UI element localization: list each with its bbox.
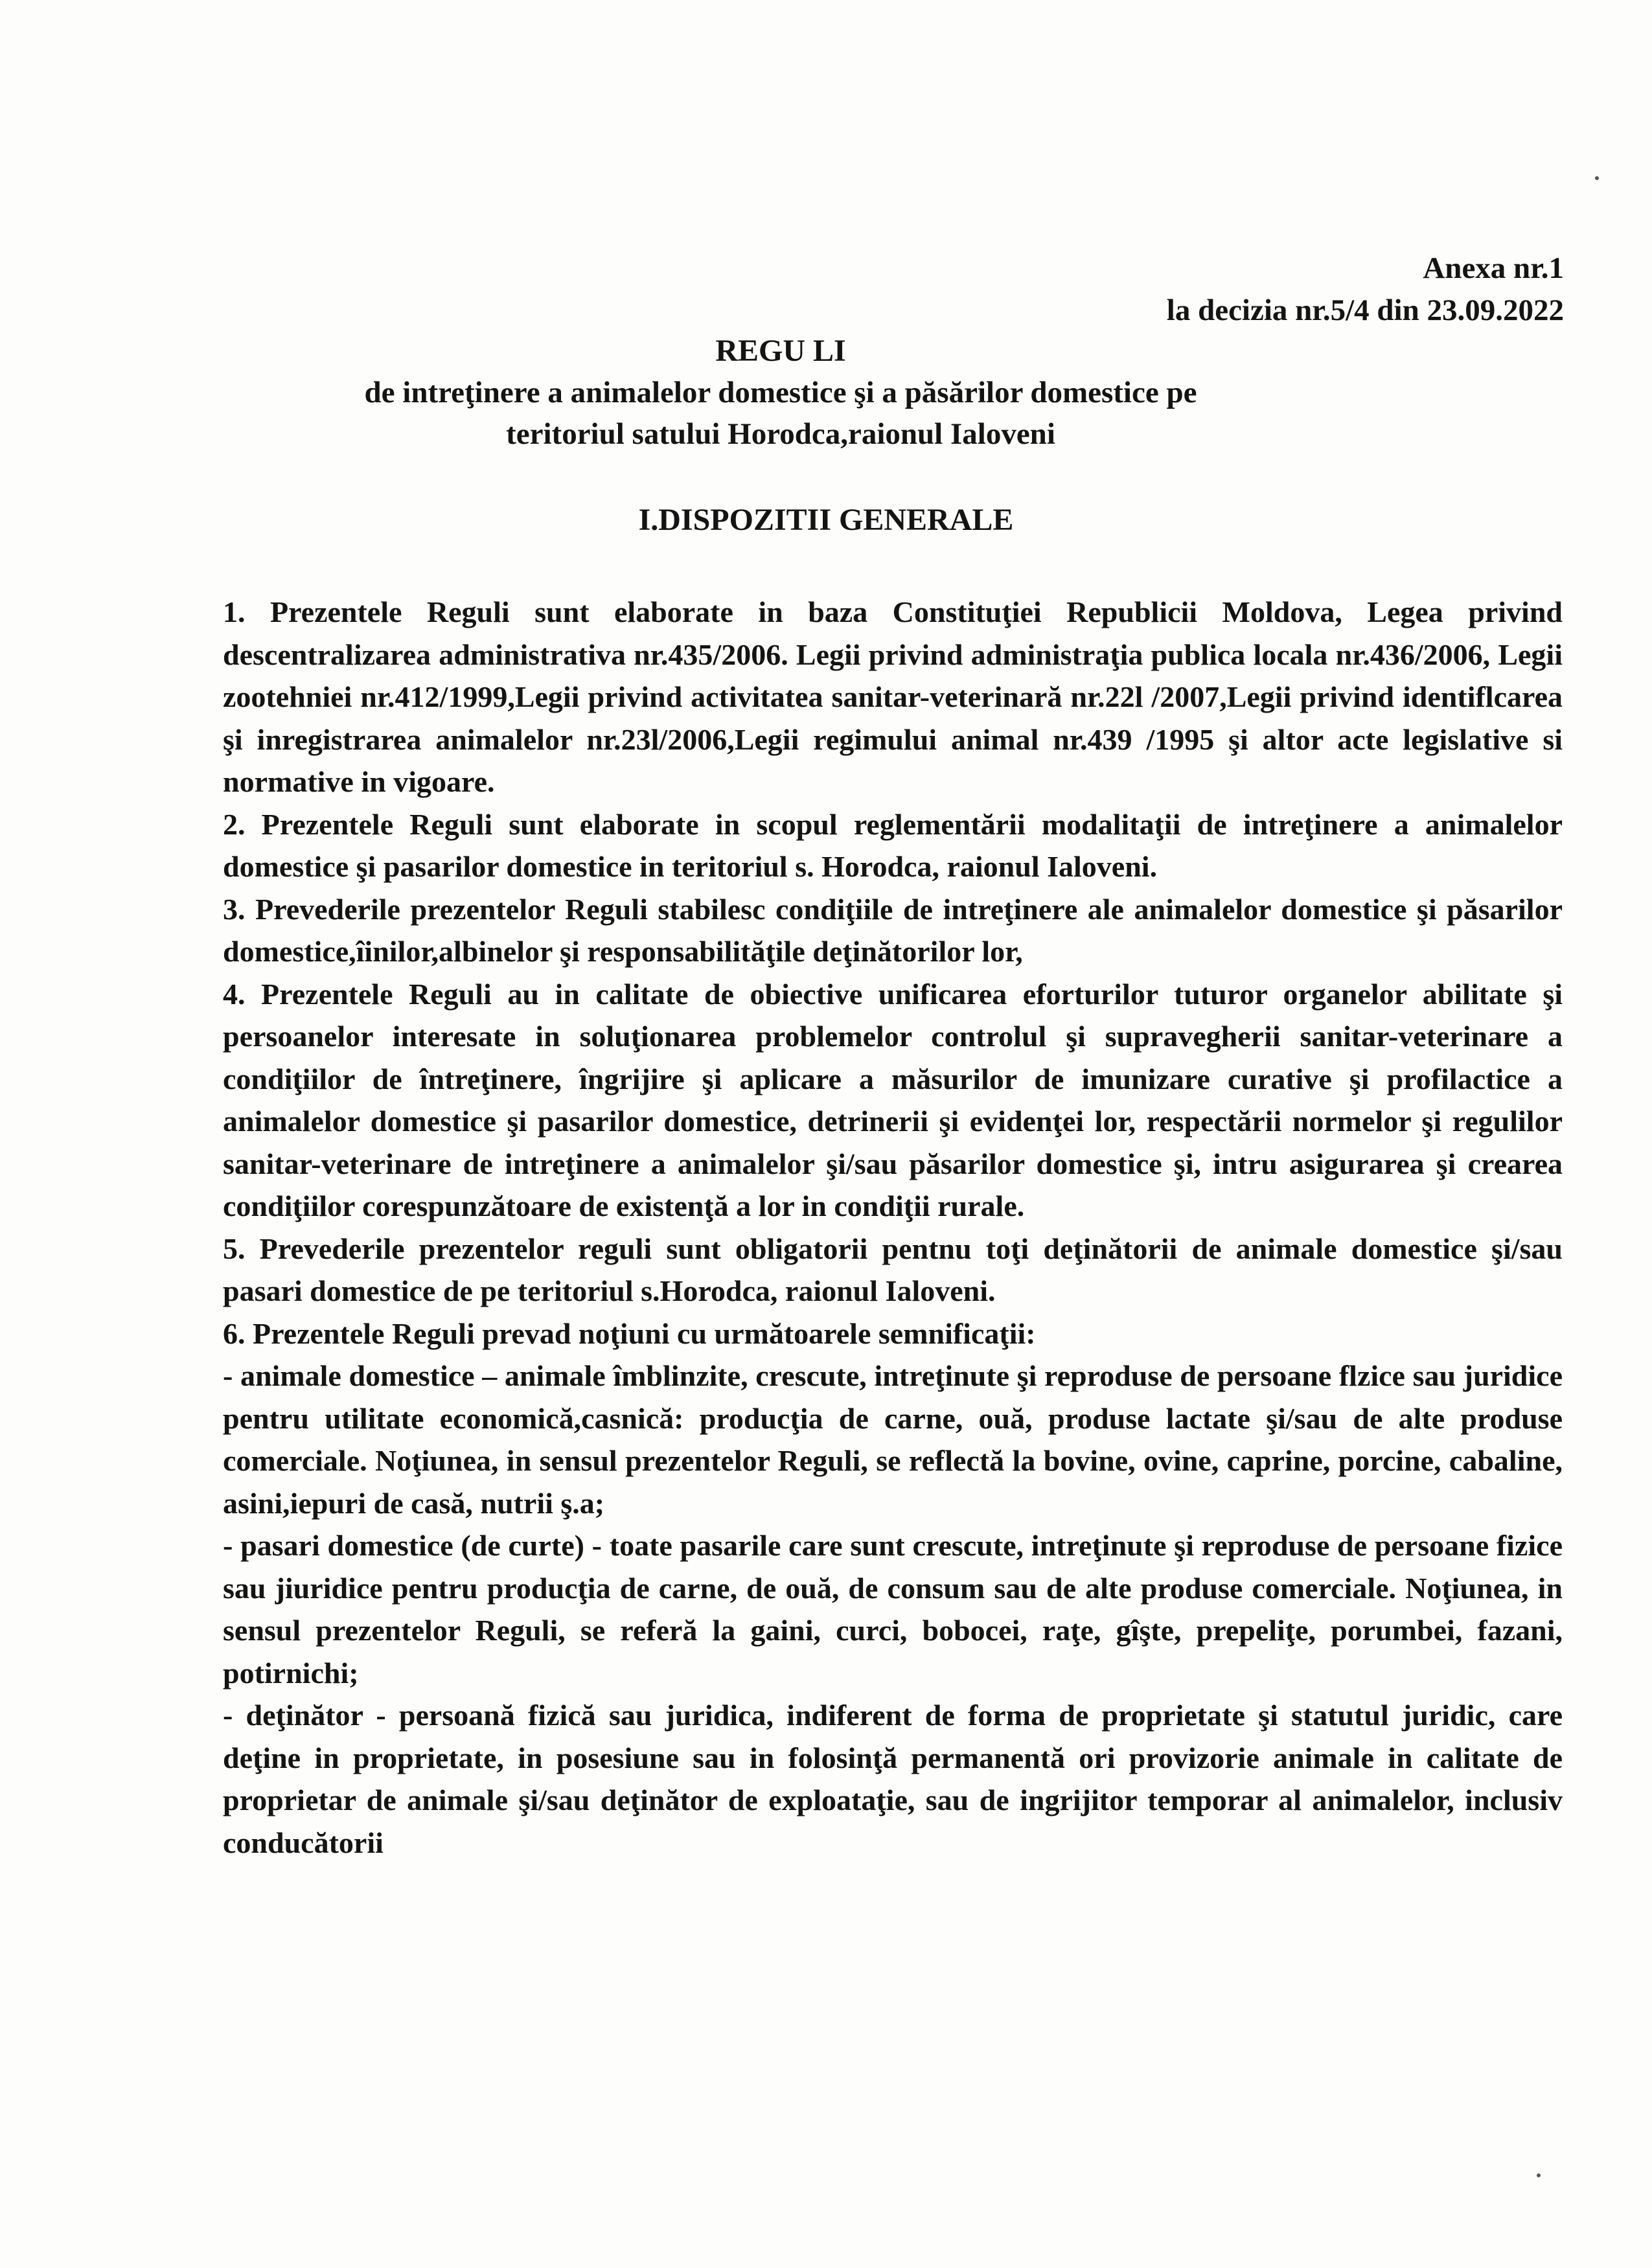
title-line-1: REGU LI <box>715 334 846 368</box>
paragraph-4: 4. Prezentele Reguli au in calitate de obiective unificarea eforturilor tuturor organelor abilitate şi persoanelor interesate in soluţionarea problemelor controlul şi supravegherii sanitar-veterinare a condiţiilor de întreţinere, îngrijire şi aplicare a măsurilor de imunizare curative şi profilactice a animalelor domestice şi pasarilor domestice, detrinerii şi evidenţei lor, respectării normelor şi regulilor sanitar-veterinare de intreţinere a animalelor şi/sau păsarilor domestice şi, intru asigurarea şi crearea condiţiilor corespunzătoare de existenţă a lor in condiţii rurale. <box>223 977 1563 1222</box>
section-heading: I.DISPOZITII GENERALE <box>638 503 1014 537</box>
scan-speck <box>1537 2173 1541 2177</box>
title-line-3: teritoriul satului Horodca,raionul Ialoveni <box>506 417 1055 451</box>
annex-number: Anexa nr.1 <box>1423 251 1564 285</box>
definition-domestic-animals: - animale domestice – animale îmblinzite, crescute, intreţinute şi reproduse de persoane flzice sau juridice pentru utilitate economică,casnică: producţia de carne, ouă, produse lactate şi/sau de alte produse comerciale. Noţiunea, in sensul prezentelor Reguli, se reflectă la bovine, ovine, caprine, porcine, cabaline, asini,iepuri de casă, nutrii ş.a; <box>223 1359 1563 1520</box>
paragraph-1: 1. Prezentele Reguli sunt elaborate in baza Constituţiei Republicii Moldova, Legea privind descentralizarea administrativa nr.435/2006. Legii privind administraţia publica locala nr.436/2006, Legii zootehniei nr.412/1999,Legii privind activitatea sanitar-veterinară nr.22l /2007,Legii privind identiflcarea şi inregistrarea animalelor nr.23l/2006,Legii regimului animal nr.439 /1995 şi altor acte legislative si normative in vigoare. <box>223 595 1563 798</box>
paragraph-3: 3. Prevederile prezentelor Reguli stabilesc condiţiile de intreţinere ale animalelor domestice şi păsarilor domestice,îinilor,albinelor şi responsabilităţile deţinătorilor lor, <box>223 892 1563 968</box>
paragraph-5: 5. Prevederile prezentelor reguli sunt obligatorii pentnu toţi deţinătorii de animale domestice şi/sau pasari domestice de pe teritoriul s.Horodca, raionul Ialoveni. <box>223 1231 1563 1307</box>
definition-holder: - deţinător - persoană fizică sau juridica, indiferent de forma de proprietate şi statutul juridic, care deţine in proprietate, in posesiune sau in folosinţă permanentă ori provizorie animale in calitate de proprietar de animale şi/sau deţinător de exploataţie, sau de ingrijitor temporar al animalelor, inclusiv conducătorii <box>223 1699 1563 1859</box>
annex-decision-reference: la decizia nr.5/4 din 23.09.2022 <box>1166 293 1564 327</box>
title-line-2: de intreţinere a animalelor domestice şi a păsărilor domestice pe <box>364 376 1197 409</box>
scan-speck <box>1595 176 1599 180</box>
document-body <box>223 591 1563 1864</box>
paragraph-2: 2. Prezentele Reguli sunt elaborate in scopul reglementării modalitaţii de intreţinere a animalelor domestice şi pasarilor domestice in teritoriul s. Horodca, raionul Ialoveni. <box>223 807 1563 883</box>
definition-domestic-birds: - pasari domestice (de curte) - toate pasarile care sunt crescute, intreţinute şi reproduse de persoane fizice sau jiuridice pentru producţia de carne, de ouă, de consum sau de alte produse comerciale. Noţiunea, in sensul prezentelor Reguli, se referă la gaini, curci, bobocei, raţe, gîşte, prepeliţe, porumbei, fazani, potirnichi; <box>223 1529 1563 1690</box>
document-title <box>220 330 1341 455</box>
annex-reference <box>1167 247 1564 332</box>
paragraph-6: 6. Prezentele Reguli prevad noţiuni cu următoarele semnificaţii: <box>223 1316 1036 1350</box>
